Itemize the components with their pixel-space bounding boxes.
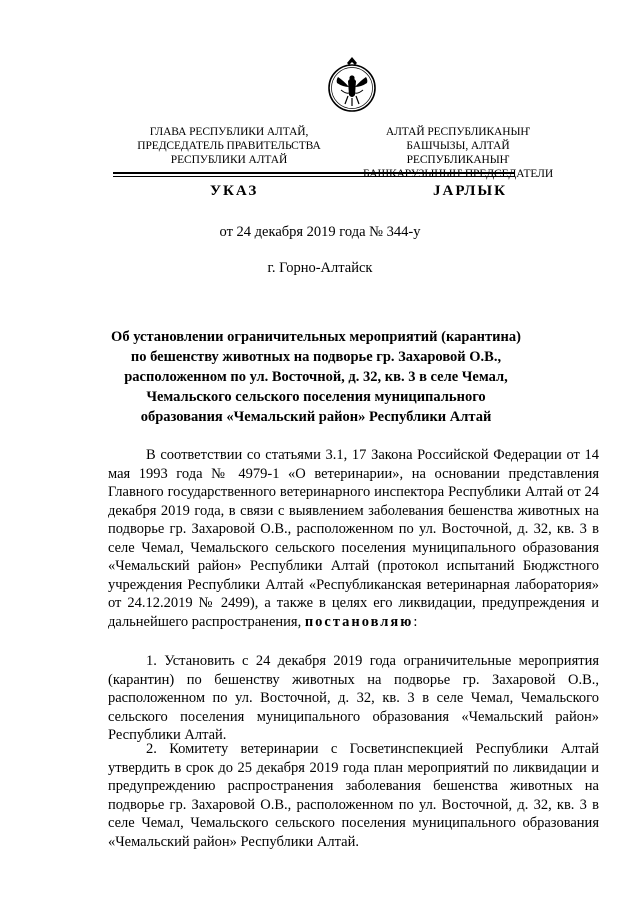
preamble-colon: : <box>413 613 418 630</box>
clause-1-paragraph: 1. Установить с 24 декабря 2019 года ограничительные мероприятия (карантин) по бешенству животных на подворье гр. Захаровой О.В., расположенном по ул. Восточной, д. 32, кв. 3 в селе Чемал, Чемальского сельского поселения муниципального образования «Чемальский район» Республики Алтай. <box>108 653 599 743</box>
issuer-line: ГЛАВА РЕСПУБЛИКИ АЛТАЙ, <box>149 126 309 138</box>
issuer-line: БАШЧЫЗЫ, АЛТАЙ РЕСПУБЛИКАНЫҤ <box>406 140 510 166</box>
header-rule-thick <box>113 172 514 174</box>
issuer-line: БАШКАРУЗЫНЫҤ ПРЕДСЕДАТЕЛИ <box>362 168 554 180</box>
doc-type-altai: ЈАРЛЫК <box>433 183 508 199</box>
issuer-line: АЛТАЙ РЕСПУБЛИКАНЫҤ <box>385 126 531 138</box>
header-rule-thin <box>113 176 514 177</box>
postanovlyayu-word: постановляю <box>304 613 414 630</box>
decree-date-number: от 24 декабря 2019 года № 344-у <box>219 224 421 240</box>
clause-2-paragraph: 2. Комитету ветеринарии с Госветинспекцией Республики Алтай утвердить в срок до 25 декабря 2019 года план мероприятий по ликвидации и предупреждению распространения заболевания бешенства животных на подворье гр. Захаровой О.В., расположенном по ул. Восточной, д. 32, кв. 3 в селе Чемал, Чемальского сельского поселения муниципального образования «Чемальский район» Республики Алтай. <box>108 741 599 850</box>
doc-type-russian: УКАЗ <box>210 183 259 199</box>
issuer-title-russian <box>118 125 340 167</box>
coat-of-arms-emblem-icon <box>326 57 378 117</box>
issuer-line: РЕСПУБЛИКИ АЛТАЙ <box>170 154 288 166</box>
preamble-paragraph <box>108 446 599 631</box>
preamble-text: В соответствии со статьями 3.1, 17 Закона Российской Федерации от 14 мая 1993 года № 4979-1 «О ветеринарии», на основании представления Главного государственного ветеринарного инспектора Республики Алтай от 24 декабря 2019 года, в связи с выявлением заболевания бешенства животных на подворье гр. Захаровой О.В., расположенном по ул. Восточной, д. 32, кв. 3 в селе Чемал, Чемальского сельского поселения муниципального образования «Чемальский район» Республики Алтай (протокол испытаний Бюджстного учреждения Республики Алтай «Республиканская ветеринарная лаборатория» от 24.12.2019 № 2499), а также в целях его ликвидации, предупреждения и дальнейшего распространения, <box>108 447 599 630</box>
issuer-line: ПРЕДСЕДАТЕЛЬ ПРАВИТЕЛЬСТВА <box>137 140 321 152</box>
decree-title: Об установлении ограничительных мероприятий (карантина) по бешенству животных на подворье гр. Захаровой О.В., расположенном по ул. Восточной, д. 32, кв. 3 в селе Чемал, Чемальского сельского поселения муниципального образования «Чемальский район» Республики Алтай <box>111 329 521 425</box>
decree-city: г. Горно-Алтайск <box>267 260 373 276</box>
